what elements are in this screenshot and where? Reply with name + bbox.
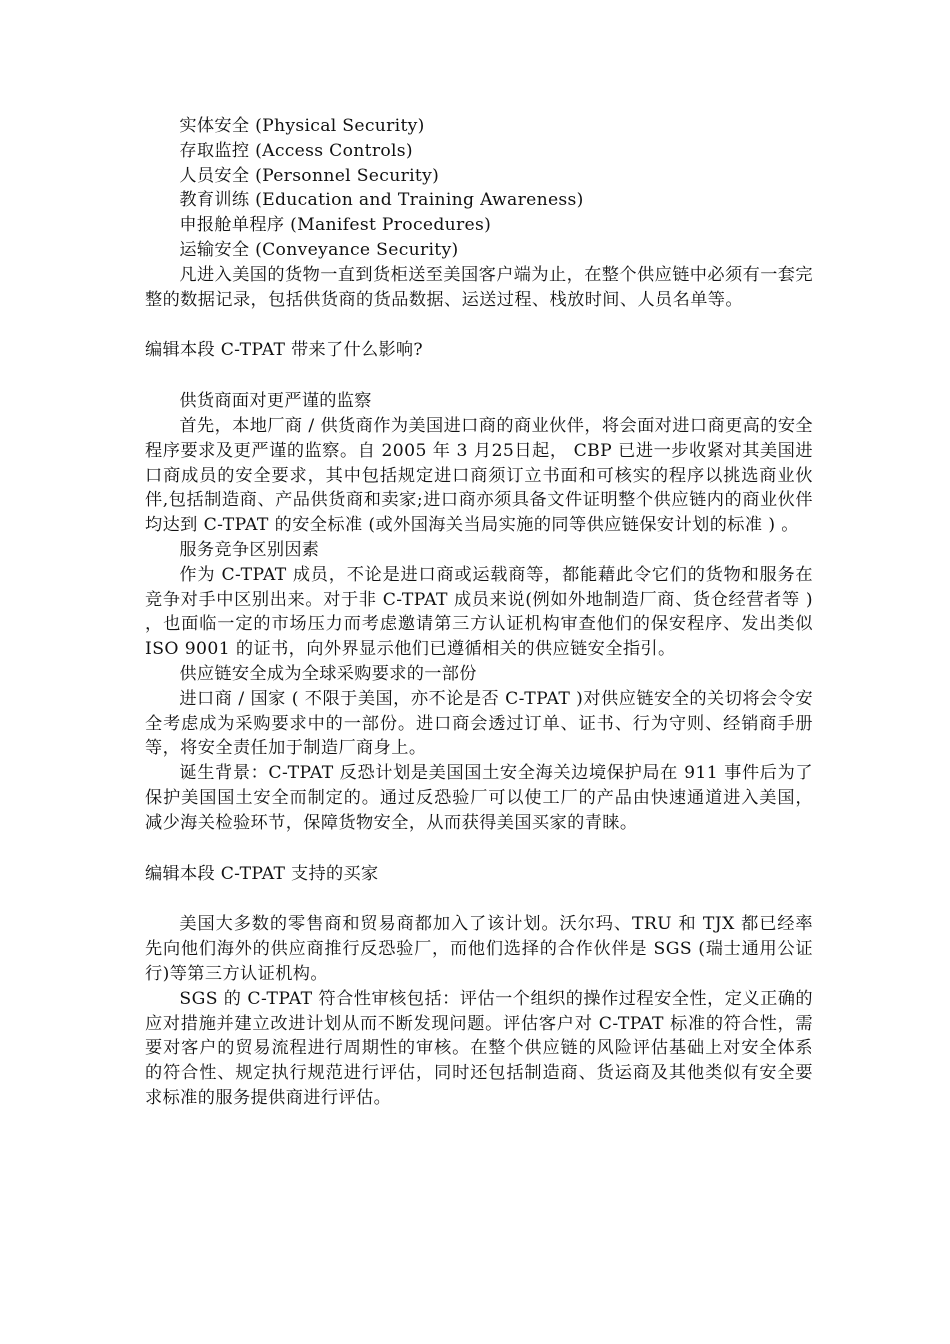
- list-item: 人员安全 (Personnel Security): [179, 165, 440, 186]
- paragraph: SGS 的 C-TPAT 符合性审核包括：评估一个组织的操作过程安全性，定义正确的应对措施并建立改进计划从而不断发现问题。评估客户对 C-TPAT 标准的符合性，需要对客户的贸易流程进行周期性的审核。在整个供应链的风险评估基础上对安全体系的符合性、规定执行规范进行评估，同时还包括制造商、货运商及其他类似有安全要求标准的服务提供商进行评估。: [145, 988, 813, 1108]
- subheading: 供货商面对更严谨的监察: [179, 391, 372, 412]
- list-item: 申报舱单程序 (Manifest Procedures): [179, 215, 492, 236]
- paragraph: 进口商 / 国家 ( 不限于美国，亦不论是否 C-TPAT )对供应链安全的关切将会令安全考虑成为采购要求中的一部份。进口商会透过订单、证书、行为守则、经销商手册等，将安全责任加于制造厂商身上。: [145, 688, 813, 759]
- subheading: 服务竞争区别因素: [179, 539, 320, 560]
- section-heading-buyers: 编辑本段 C-TPAT 支持的买家: [145, 863, 379, 884]
- paragraph: 作为 C-TPAT 成员，不论是进口商或运载商等，都能藉此令它们的货物和服务在竞争对手中区别出来。对于非 C-TPAT 成员来说(例如外地制造厂商、货仓经营者等 ) ，也面临一定的市场压力而考虑邀请第三方认证机构审查他们的保安程序、发出类似 ISO 9001 的证书，向外界显示他们已遵循相关的供应链安全指引。: [145, 564, 813, 660]
- paragraph: 美国大多数的零售商和贸易商都加入了该计划。沃尔玛、TRU 和 TJX 都已经率先向他们海外的供应商推行反恐验厂，而他们选择的合作伙伴是 SGS (瑞士通用公证行)等第三方认证机构。: [145, 914, 813, 984]
- section-heading-impact: 编辑本段 C-TPAT 带来了什么影响?: [145, 340, 423, 361]
- background-paragraph: 诞生背景：C-TPAT 反恐计划是美国国土安全海关边境保护局在 911 事件后为了保护美国国土安全而制定的。通过反恐验厂可以使工厂的产品由快速通道进入美国，减少海关检验环节，保障货物安全，从而获得美国买家的青睐。: [145, 763, 813, 833]
- subheading: 供应链安全成为全球采购要求的一部份: [179, 663, 477, 684]
- intro-paragraph: 凡进入美国的货物一直到货柜送至美国客户端为止，在整个供应链中必须有一套完整的数据记录，包括供货商的货品数据、运送过程、栈放时间、人员名单等。: [145, 264, 813, 310]
- list-item: 运输安全 (Conveyance Security): [179, 239, 459, 260]
- document-page: [145, 114, 813, 1111]
- paragraph: 首先，本地厂商 / 供货商作为美国进口商的商业伙伴，将会面对进口商更高的安全程序要求及更严谨的监察。自 2005 年 3 月25日起， CBP 已进一步收紧对其美国进口商成员的安全要求，其中包括规定进口商须订立书面和可核实的程序以挑选商业伙伴,包括制造商、产品供货商和卖家;进口商亦须具备文件证明整个供应链内的商业伙伴均达到 C-TPAT 的安全标准 (或外国海关当局实施的同等供应链保安计划的标准 ) 。: [145, 415, 813, 536]
- list-item: 存取监控 (Access Controls): [179, 140, 413, 161]
- list-item: 实体安全 (Physical Security): [179, 116, 425, 136]
- list-item: 教育训练 (Education and Training Awareness): [179, 190, 584, 211]
- security-list: [145, 114, 813, 263]
